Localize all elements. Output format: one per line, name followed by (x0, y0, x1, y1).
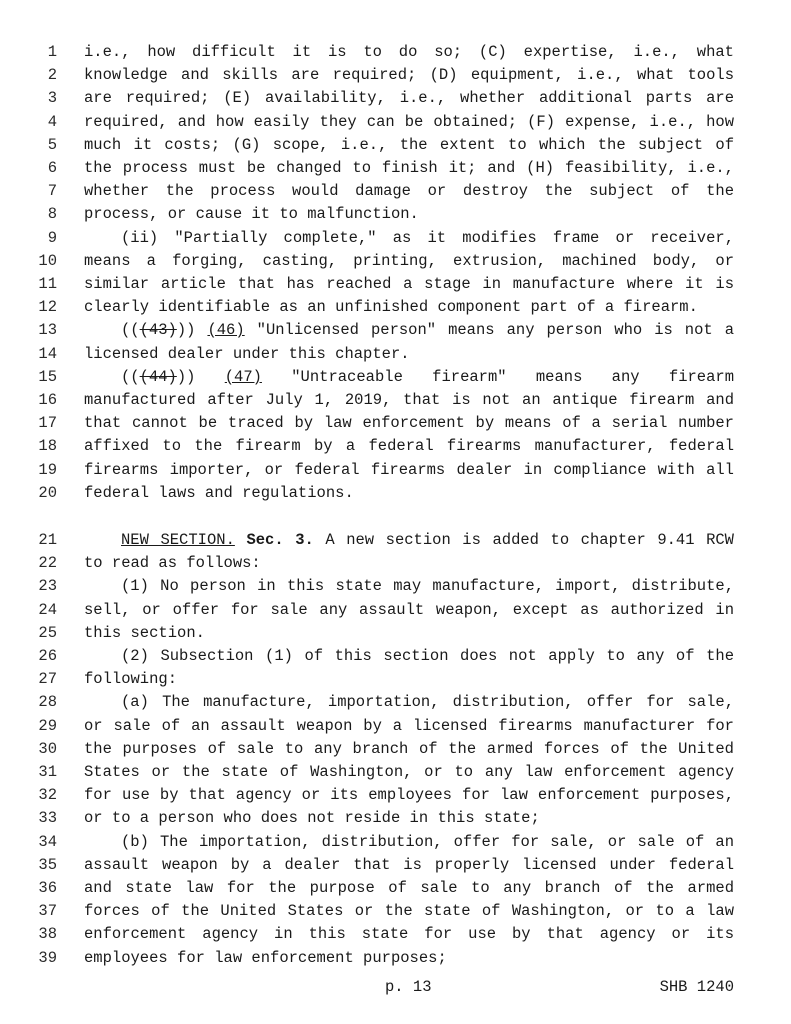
document-line (0, 831, 791, 854)
line-text (84, 435, 734, 458)
document-line (0, 412, 791, 435)
text-segment: employees for law enforcement purposes; (84, 948, 447, 967)
text-segment: knowledge and skills are required; (D) equipment, i.e., what tools (84, 66, 734, 85)
text-segment: (2) Subsection (1) of this section does not apply to any of the (121, 647, 734, 665)
line-number: 36 (38, 879, 57, 897)
document-line (0, 319, 791, 342)
document-line (0, 157, 791, 180)
page-number: p. 13 (385, 978, 432, 996)
document-line (0, 296, 791, 319)
document-line (0, 552, 791, 575)
text-segment: the process must be changed to finish it; and (H) feasibility, i.e., (84, 159, 734, 177)
document-line (0, 784, 791, 807)
line-number: 31 (38, 763, 57, 781)
document-line (0, 180, 791, 203)
line-number: 10 (38, 251, 57, 270)
text-segment: required, and how easily they can be obtained; (F) expense, i.e., how (84, 112, 734, 131)
line-number: 5 (47, 135, 57, 154)
line-text (84, 622, 734, 645)
text-segment: much it costs; (G) scope, i.e., the extent to which the subject of (84, 135, 734, 154)
text-segment: A new section is added to chapter 9.41 RCW (313, 531, 734, 549)
line-number: 27 (38, 670, 57, 689)
line-text (84, 319, 734, 342)
text-segment: (ii) "Partially complete," as it modifies frame or receiver, (121, 228, 734, 247)
line-text (84, 343, 734, 366)
line-text (84, 296, 734, 319)
line-text (84, 459, 734, 482)
text-segment: clearly identifiable as an unfinished component part of a firearm. (84, 298, 698, 317)
document-line (0, 877, 791, 900)
line-number: 37 (38, 902, 57, 921)
text-segment: or to a person who does not reside in this state; (84, 809, 540, 828)
text-segment: this section. (84, 623, 205, 642)
line-text (84, 552, 734, 575)
line-text (84, 715, 734, 738)
line-number: 19 (38, 460, 57, 479)
document-line (0, 645, 791, 668)
line-text (84, 923, 734, 946)
document-line (0, 947, 791, 970)
section-number: Sec. 3. (246, 531, 314, 549)
document-line (0, 389, 791, 412)
line-number: 22 (38, 554, 57, 573)
text-segment: affixed to the firearm by a federal firearms manufacturer, federal (84, 437, 734, 456)
document-line (0, 41, 791, 64)
text-segment: )) (176, 321, 208, 340)
text-segment: (b) The importation, distribution, offer for sale, or sale of an (121, 832, 734, 851)
document-line (0, 250, 791, 273)
line-text (84, 529, 734, 552)
text-segment: enforcement agency in this state for use by that agency or its (84, 925, 734, 944)
line-text (84, 807, 734, 830)
line-text (84, 250, 734, 273)
text-segment: that cannot be traced by law enforcement by means of a serial number (84, 414, 734, 433)
text-segment: )) (176, 367, 225, 386)
line-number: 29 (38, 716, 57, 735)
line-number: 32 (38, 786, 57, 805)
text-segment: i.e., how difficult it is to do so; (C) expertise, i.e., what (84, 43, 734, 61)
line-number: 35 (38, 855, 57, 874)
line-number: 20 (38, 483, 57, 502)
line-number: 3 (47, 89, 57, 108)
line-text (84, 668, 734, 691)
line-text (84, 203, 734, 226)
line-number: 15 (38, 367, 57, 386)
line-text (84, 854, 734, 877)
document-line (0, 343, 791, 366)
line-number: 7 (47, 182, 57, 201)
line-number: 28 (38, 693, 57, 712)
text-segment: or sale of an assault weapon by a licensed firearms manufacturer for (84, 716, 734, 735)
deleted-text: (43) (139, 321, 177, 340)
text-segment: (( (121, 321, 140, 340)
line-number: 34 (38, 832, 57, 851)
line-text (84, 877, 734, 900)
line-text (84, 412, 734, 435)
text-segment: "Untraceable firearm" means any firearm (261, 367, 734, 386)
document-line (0, 459, 791, 482)
line-number: 8 (47, 205, 57, 224)
text-segment: for use by that agency or its employees for law enforcement purposes, (84, 786, 734, 805)
document-line (0, 529, 791, 552)
text-segment: (( (121, 367, 140, 386)
line-number: 17 (38, 414, 57, 433)
line-text (84, 482, 734, 505)
document-line (0, 622, 791, 645)
inserted-text: (46) (207, 321, 245, 340)
line-text (84, 575, 734, 598)
line-number: 14 (38, 344, 57, 363)
text-segment: sell, or offer for sale any assault weapon, except as authorized in (84, 600, 734, 619)
inserted-text: (47) (224, 367, 262, 386)
line-number: 23 (38, 577, 57, 596)
line-text (84, 947, 734, 970)
line-number: 30 (38, 739, 57, 758)
line-number: 13 (38, 321, 57, 340)
line-number: 11 (38, 275, 57, 293)
text-segment: whether the process would damage or destroy the subject of the (84, 182, 734, 201)
document-line (0, 134, 791, 157)
line-text (84, 831, 734, 854)
text-segment: to read as follows: (84, 554, 261, 573)
text-segment: means a forging, casting, printing, extrusion, machined body, or (84, 251, 734, 270)
line-text (84, 87, 734, 110)
text-segment: (1) No person in this state may manufacture, import, distribute, (121, 577, 734, 596)
text-segment (235, 531, 247, 549)
text-segment: assault weapon by a dealer that is properly licensed under federal (84, 855, 734, 874)
text-segment: process, or cause it to malfunction. (84, 205, 419, 224)
document-line (0, 761, 791, 784)
line-text (84, 691, 734, 714)
line-text (84, 273, 734, 296)
deleted-text: (44) (139, 367, 177, 386)
line-number: 2 (47, 66, 57, 85)
document-line (0, 203, 791, 226)
line-number: 39 (38, 948, 57, 967)
document-line (0, 87, 791, 110)
line-text (84, 157, 734, 180)
document-line (0, 738, 791, 761)
document-line (0, 691, 791, 714)
document-line (0, 64, 791, 87)
line-text (84, 784, 734, 807)
line-text (84, 111, 734, 134)
line-text (84, 761, 734, 784)
line-number: 1 (47, 43, 57, 61)
text-segment: and state law for the purpose of sale to any branch of the armed (84, 879, 734, 897)
text-segment: are required; (E) availability, i.e., whether additional parts are (84, 89, 734, 108)
document-line (0, 366, 791, 389)
text-segment: licensed dealer under this chapter. (84, 344, 410, 363)
document-line (0, 900, 791, 923)
text-segment: (a) The manufacture, importation, distribution, offer for sale, (121, 693, 734, 712)
line-text (84, 366, 734, 389)
document-line (0, 807, 791, 830)
line-number: 4 (47, 112, 57, 131)
document-line (0, 111, 791, 134)
text-segment: manufactured after July 1, 2019, that is not an antique firearm and (84, 391, 734, 409)
text-segment: following: (84, 670, 178, 689)
line-text (84, 738, 734, 761)
text-segment: "Unlicensed person" means any person who is not a (244, 321, 734, 340)
text-segment: forces of the United States or the state of Washington, or to a law (84, 902, 734, 921)
document-line (0, 273, 791, 296)
line-number: 6 (47, 159, 57, 177)
line-number: 21 (38, 531, 57, 549)
text-segment: firearms importer, or federal firearms dealer in compliance with all (84, 460, 734, 479)
line-text (84, 389, 734, 412)
document-line (0, 435, 791, 458)
line-text (84, 900, 734, 923)
line-number: 38 (38, 925, 57, 944)
inserted-text: NEW SECTION. (121, 531, 235, 549)
document-line (0, 599, 791, 622)
text-segment: the purposes of sale to any branch of the armed forces of the United (84, 739, 734, 758)
document-line (0, 227, 791, 250)
line-number: 26 (38, 647, 57, 665)
line-number: 24 (38, 600, 57, 619)
line-number: 12 (38, 298, 57, 317)
text-segment: States or the state of Washington, or to any law enforcement agency (84, 763, 734, 781)
document-line (0, 482, 791, 505)
line-text (84, 134, 734, 157)
line-text (84, 41, 734, 64)
line-number: 18 (38, 437, 57, 456)
line-text (84, 180, 734, 203)
text-segment: similar article that has reached a stage in manufacture where it is (84, 275, 734, 293)
document-line (0, 715, 791, 738)
line-number: 25 (38, 623, 57, 642)
line-text (84, 64, 734, 87)
line-text (84, 599, 734, 622)
line-number: 16 (38, 391, 57, 409)
line-text (84, 227, 734, 250)
document-line (0, 854, 791, 877)
text-segment: federal laws and regulations. (84, 483, 354, 502)
document-line (0, 668, 791, 691)
line-number: 33 (38, 809, 57, 828)
document-line (0, 575, 791, 598)
document-line (0, 923, 791, 946)
line-text (84, 645, 734, 668)
bill-number: SHB 1240 (659, 978, 734, 996)
line-number: 9 (47, 228, 57, 247)
